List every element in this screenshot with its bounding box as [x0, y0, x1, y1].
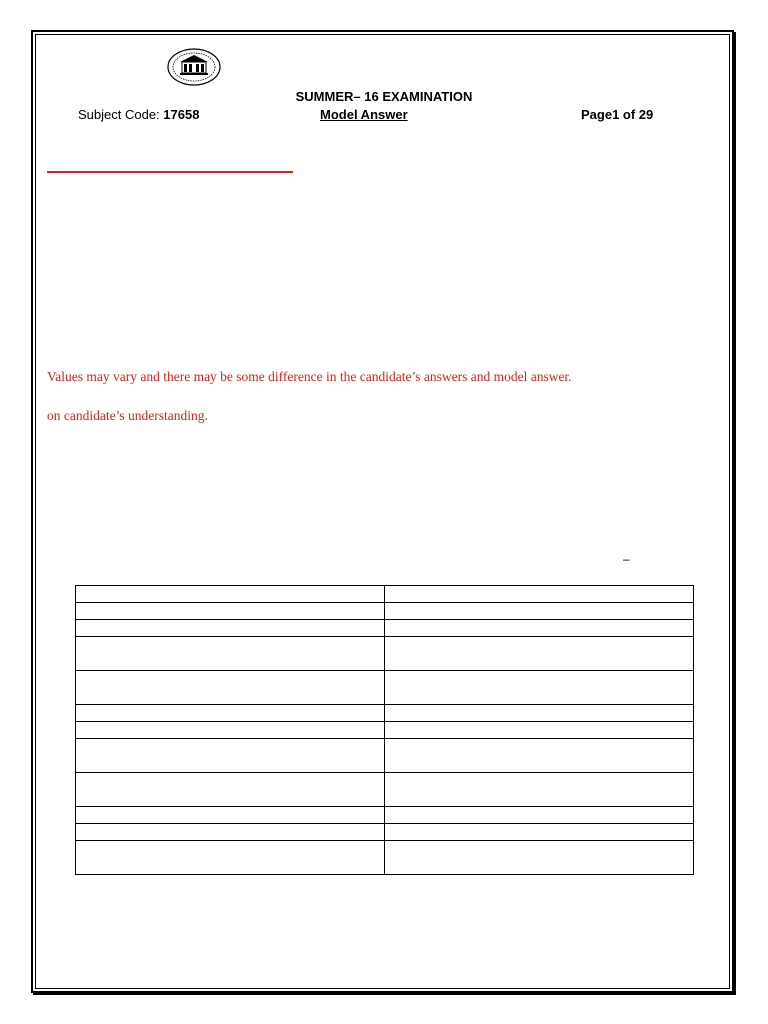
table-row — [76, 841, 694, 875]
table-cell — [385, 841, 694, 875]
table-cell — [76, 722, 385, 739]
table-cell — [76, 773, 385, 807]
table-row — [76, 671, 694, 705]
table-cell — [385, 671, 694, 705]
table-cell — [385, 586, 694, 603]
page-border-shadow — [734, 32, 736, 995]
table-cell — [76, 824, 385, 841]
table-row — [76, 739, 694, 773]
exam-title: SUMMER– 16 EXAMINATION — [295, 89, 473, 104]
table-cell — [76, 841, 385, 875]
table-row — [76, 824, 694, 841]
table-cell — [76, 705, 385, 722]
instruction-note: Values may vary and there may be some difference in the candidate’s answers and model answer. — [47, 369, 572, 384]
msbte-seal-icon — [166, 47, 222, 87]
table-row — [76, 773, 694, 807]
table-row — [76, 705, 694, 722]
red-divider — [47, 171, 293, 173]
subject-code-label: Subject Code: — [78, 107, 164, 122]
table-cell — [76, 807, 385, 824]
table-row — [76, 586, 694, 603]
table-cell — [385, 739, 694, 773]
table-cell — [385, 705, 694, 722]
table-cell — [385, 824, 694, 841]
subject-code-value: 17658 — [163, 107, 200, 122]
table-row — [76, 722, 694, 739]
table-cell — [76, 739, 385, 773]
table-cell — [385, 620, 694, 637]
instruction-note: on candidate’s understanding. — [47, 408, 208, 423]
table-cell — [76, 620, 385, 637]
model-answer-heading: Model Answer — [320, 107, 408, 122]
table-cell — [385, 722, 694, 739]
page-border-shadow — [33, 993, 736, 995]
table-cell — [385, 637, 694, 671]
table-cell — [76, 586, 385, 603]
dash-mark: – — [623, 552, 630, 566]
subject-code — [78, 107, 199, 122]
table-cell — [385, 807, 694, 824]
table-cell — [385, 773, 694, 807]
answer-table — [75, 585, 694, 875]
table-row — [76, 637, 694, 671]
table-cell — [76, 637, 385, 671]
table-cell — [385, 603, 694, 620]
page-number: Page1 of 29 — [581, 107, 654, 122]
table-row — [76, 620, 694, 637]
table-row — [76, 807, 694, 824]
table-cell — [76, 603, 385, 620]
table-cell — [76, 671, 385, 705]
table-row — [76, 603, 694, 620]
